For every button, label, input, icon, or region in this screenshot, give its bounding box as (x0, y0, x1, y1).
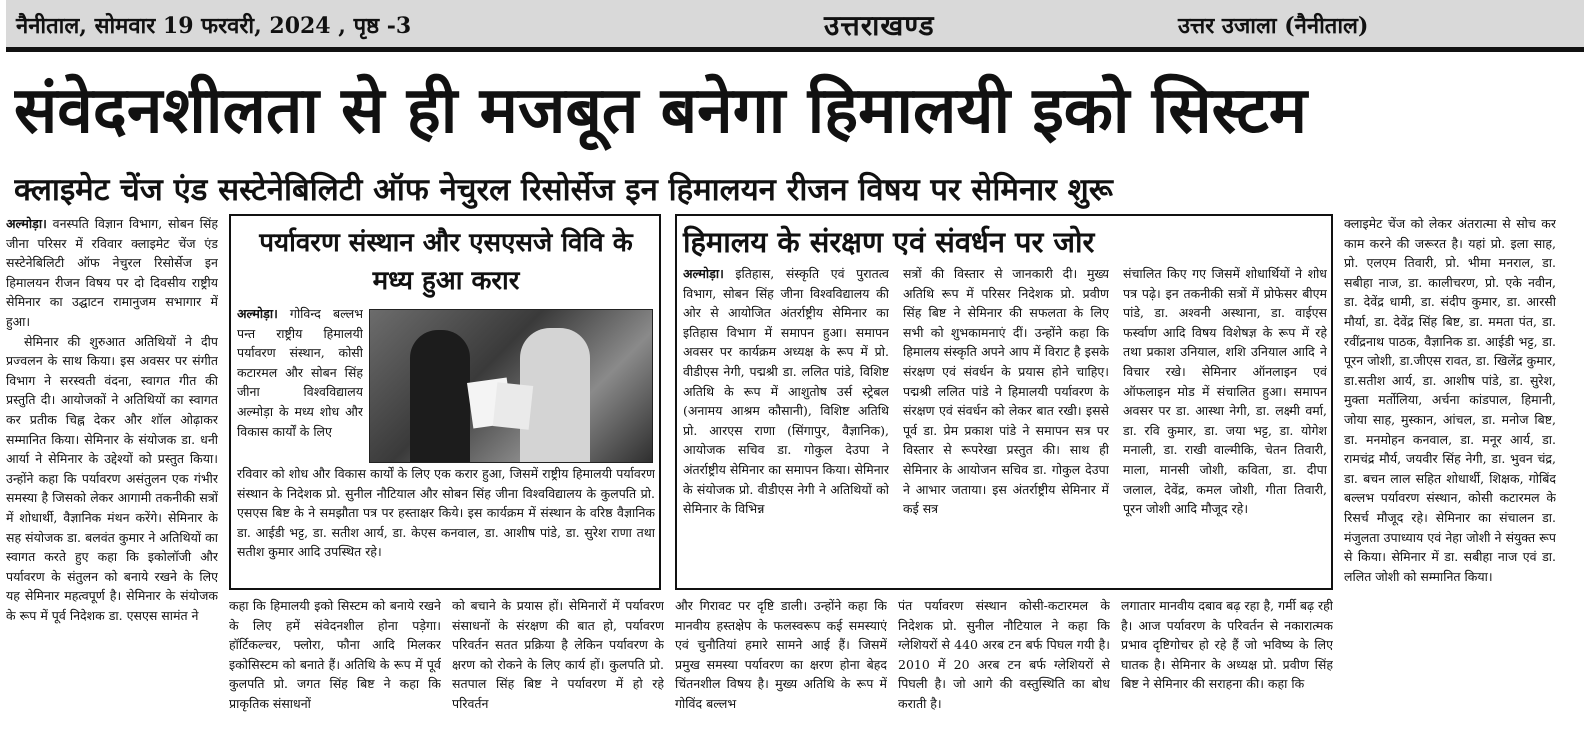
story1-paragraph-3: कहा कि हिमालयी इको सिस्टम को बनाये रखने के लिए हमें संवेदनशील होना पड़ेगा। हॉर्टिकल्चर, फ्लोरा, फौना आदि मिलकर इकोसिस्टम को बनाते हैं। अतिथि के रूप में पूर्व कुलपति प्रो. जगत सिंह बिष्ट ने कहा कि प्राकृतिक संसाधनों (229, 598, 441, 711)
story1-paragraph-7: लगातार मानवीय दबाव बढ़ रहा है, गर्मी बढ़ रही है। आज पर्यावरण के परिवर्तन से नकारात्मक प्रभाव दृष्टिगोचर हो रहे हैं जो भविष्य के लिए घातक है। सेमिनार के अध्यक्ष प्रो. प्रवीण सिंह बिष्ट ने सेमिनार की सराहना की। कहा कि (1121, 598, 1333, 692)
himalaya-story-column-2 (903, 264, 1109, 586)
himalaya-story-box (675, 214, 1333, 590)
dateline-page-info: नैनीताल, सोमवार 19 फरवरी, 2024 , पृष्ठ -3 (16, 13, 412, 39)
himalaya-story-column-3 (1123, 264, 1327, 586)
story1-column-3 (452, 596, 664, 719)
himalaya-story-title: हिमालय के संरक्षण एवं संवर्धन पर जोर (683, 225, 1095, 259)
story1-paragraph-6: पंत पर्यावरण संस्थान कोसी-कटारमल के निदेशक प्रो. सुनील नौटियाल ने कहा कि ग्लेशियरों से 440 अरब टन बर्फ पिघल गयी है। 2010 में 20 अरब टन बर्फ ग्लेशियरों से पिघली है। जो आगे की वस्तुस्थिति का बोध कराती है। (898, 598, 1110, 711)
story1-column-6 (1121, 596, 1333, 719)
main-headline: संवेदनशीलता से ही मजबूत बनेगा हिमालयी इको सिस्टम (14, 74, 1308, 148)
section-name: उत्तराखण्ड (824, 9, 935, 42)
himalaya-story-paragraph-2: सत्रों की विस्तार से जानकारी दी। मुख्य अतिथि रूप में परिसर निदेशक प्रो. प्रवीण सिंह बिष्ट ने सेमिनार की सफलता के लिए सभी को शुभकामनाएं दीं। उन्होंने कहा कि हिमालय संस्कृति अपने आप में विराट है इसके संरक्षण एवं संवर्धन के प्रयास होने चाहिए। पद्मश्री ललित पांडे ने हिमालयी पर्यावरण के संरक्षण एवं संवर्धन को लेकर बात रखी। इससे पूर्व डा. प्रेम प्रकाश पांडे ने समापन सत्र पर विस्तार से रूपरेखा प्रस्तुत की। साथ ही सेमिनार के आयोजन सचिव डा. गोकुल देउपा ने आभार जताया। इस अंतर्राष्ट्रीय सेमिनार में कई सत्र (903, 266, 1109, 517)
story1-column-7 (1344, 214, 1556, 719)
agreement-story-column-upper (237, 304, 363, 462)
himalaya-story-paragraph-1: इतिहास, संस्कृति एवं पुरातत्व विभाग, सोबन सिंह जीना विश्वविद्यालय की ओर से आयोजित अंतर्राष्ट्रीय सेमिनार का इतिहास विभाग में समापन हुआ। समापन अवसर पर कार्यक्रम अध्यक्ष के रूप में प्रो. वीडीएस नेगी, पद्मश्री डा. ललित पांडे, विशिष्ट अतिथि के रूप में आशुतोष उर्स स्ट्रेबल (अनामय आश्रम कौसानी), विशिष्ट अतिथि प्रो. आरएस राणा (सिंगापुर, वैज्ञानिक), आयोजक सचिव डा. गोकुल देउपा ने अंतर्राष्ट्रीय सेमिनार का समापन किया। सेमिनार के संयोजक प्रो. वीडीएस नेगी ने अतिथियों को सेमिनार के विभिन्न (683, 266, 889, 517)
story1-column-5 (898, 596, 1110, 719)
newspaper-name: उत्तर उजाला (नैनीताल) (1178, 13, 1369, 39)
story1-column-1 (6, 214, 218, 719)
story1-paragraph-2: सेमिनार की शुरुआत अतिथियों ने दीप प्रज्वलन के साथ किया। इस अवसर पर संगीत विभाग ने सरस्वती वंदना, स्वागत गीत की प्रस्तुति दी। आयोजकों ने अतिथियों का स्वागत कर प्रतीक चिह्न देकर और शॉल ओढ़ाकर सम्मानित किया। सेमिनार के संयोजक डा. धनी आर्या ने सेमिनार के उद्देश्यों को प्रस्तुत किया। उन्होंने कहा कि पर्यावरण असंतुलन एक गंभीर समस्या है जिसको लेकर आगामी तकनीकी सत्रों में शोधार्थी, वैज्ञानिक मंथन करेंगे। सेमिनार के सह संयोजक डा. बलवंत कुमार ने अतिथियों का स्वागत करते हुए कहा कि इकोलॉजी और पर्यावरण के संतुलन को बनाये रखने के लिए यह सेमिनार महत्वपूर्ण है। सेमिनार के संयोजक के रूप में पूर्व निदेशक डा. एसएस सामंत ने (6, 333, 218, 623)
story1-paragraph-8: क्लाइमेट चेंज को लेकर अंतरात्मा से सोच कर काम करने की जरूरत है। यहां प्रो. इला साह, प्रो. एलएम तिवारी, प्रो. भीमा मनराल, डा. सबीहा नाज, डा. कालीचरण, प्रो. एके नवीन, डा. देवेंद्र धामी, डा. संदीप कुमार, डा. आरसी मौर्या, डा. देवेंद्र सिंह बिष्ट, डा. ममता पंत, डा. रवींद्रनाथ पाठक, वैज्ञानिक डा. आईडी भट्ट, डा. पूरन जोशी, डा.जीएस रावत, डा. खिलेंद्र कुमार, डा.सतीश आर्य, डा. आशीष पांडे, डा. सुरेश, मुक्ता मर्तोलिया, अर्चना कांडपाल, हिमानी, जोया साह, मुस्कान, आंचल, डा. मनोज बिष्ट, डा. मनमोहन कनवाल, डा. मनूर आर्य, डा. रामचंद्र मौर्य, जयवीर सिंह नेगी, डा. भुवन चंद्र, डा. बचन लाल सहित शोधार्थी, शिक्षक, गोबिंद बल्लभ पर्यावरण संस्थान, कोसी कटारमल के रिसर्च मौजूद रहे। सेमिनार का संचालन डा. मंजुलता उपाध्याय एवं नेहा जोशी ने संयुक्त रूप से किया। सेमिनार में डा. सबीहा नाज एवं डा. ललित जोशी को सम्मानित किया। (1344, 216, 1556, 584)
agreement-story-dateline: अल्मोड़ा। (237, 306, 278, 321)
story1-paragraph-1: अल्मोड़ा। वनस्पति विज्ञान विभाग, सोबन सिंह जीना परिसर में रविवार क्लाइमेट चेंज एंड सस्टेनेबिलिटी ऑफ नेचुरल रिसोर्सेज इन हिमालयन रीजन विषय पर दो दिवसीय राष्ट्रीय सेमिनार का उद्घाटन रामानुजम सभागार में हुआ। (6, 216, 218, 329)
sub-headline: क्लाइमेट चेंज एंड सस्टेनेबिलिटी ऑफ नेचुरल रिसोर्सेज इन हिमालयन रीजन विषय पर सेमिनार शुरू (14, 172, 1113, 208)
story1-dateline: अल्मोड़ा। (6, 216, 47, 231)
himalaya-story-paragraph-3: संचालित किए गए जिसमें शोधार्थियों ने शोध पत्र पढ़े। इन तकनीकी सत्रों में प्रोफेसर बीएम पांडे, डा. अश्वनी अस्थाना, डा. वाईएस फर्स्वाण आदि विषय विशेषज्ञ के रूप में रहे तथा प्रकाश उनियाल, शशि उनियाल आदि ने विचार रखे। सेमिनार ऑनलाइन एवं ऑफलाइन मोड में संचालित हुआ। समापन अवसर पर डा. आस्था नेगी, डा. लक्ष्मी वर्मा, डा. रवि कुमार, डा. जया भट्ट, डा. योगेश मनाली, डा. राखी वाल्मीकि, चेतन तिवारी, माला, मानसी जोशी, कविता, डा. दीपा जलाल, देवेंद्र, कमल जोशी, गीता तिवारी, पूरन जोशी आदि मौजूद रहे। (1123, 266, 1327, 517)
story1-paragraph-4: को बचाने के प्रयास हों। सेमिनारों में पर्यावरण संसाधनों के संरक्षण की बात हो, पर्यावरण परिवर्तन सतत प्रक्रिया है लेकिन पर्यावरण के क्षरण को रोकने के लिए कार्य हों। कुलपति प्रो. सतपाल सिंह बिष्ट ने पर्यावरण में हो रहे परिवर्तन (452, 598, 664, 711)
agreement-story-paragraph-1: गोविन्द बल्लभ पन्त राष्ट्रीय हिमालयी पर्यावरण संस्थान, कोसी कटारमल और सोबन सिंह जीना विश्वविद्यालय अल्मोड़ा के मध्य शोध और विकास कार्यों के लिए (237, 306, 363, 439)
agreement-story-title: पर्यावरण संस्थान और एसएसजे विवि के मध्य हुआ करार (259, 228, 633, 296)
himalaya-story-dateline: अल्मोड़ा। (683, 266, 724, 281)
photo-document-2 (493, 382, 533, 430)
page-header-strip (6, 0, 1584, 52)
photo-person-left (410, 330, 470, 463)
agreement-story-column-lower (237, 464, 655, 586)
agreement-story-paragraph-2: रविवार को शोध और विकास कार्यों के लिए एक करार हुआ, जिसमें राष्ट्रीय हिमालयी पर्यावरण संस्थान के निदेशक प्रो. सुनील नौटियाल और सोबन सिंह जीना विश्वविद्यालय के कुलपति प्रो. एसएस बिष्ट के ने समझौता पत्र पर हस्ताक्षर किये। इस कार्यक्रम में संस्थान के वरिष्ठ वैज्ञानिक डा. आईडी भट्ट, डा. सतीश आर्य, डा. केएस कनवाल, डा. आशीष पांडे, डा. सुरेश राणा तथा सतीश कुमार आदि उपस्थित रहे। (237, 466, 655, 560)
agreement-photo (369, 309, 653, 463)
story1-paragraph-5: और गिरावट पर दृष्टि डाली। उन्होंने कहा कि मानवीय हस्तक्षेप के फलस्वरूप कई समस्याएं एवं चुनौतियां हमारे सामने आई हैं। जिसमें प्रमुख समस्या पर्यावरण का क्षरण होना बेहद चिंतनशील विषय है। मुख्य अतिथि के रूप में गोविंद बल्लभ (675, 598, 887, 711)
story1-column-2 (229, 596, 441, 719)
story1-column-4 (675, 596, 887, 719)
himalaya-story-column-1 (683, 264, 889, 586)
agreement-story-box (229, 214, 661, 590)
